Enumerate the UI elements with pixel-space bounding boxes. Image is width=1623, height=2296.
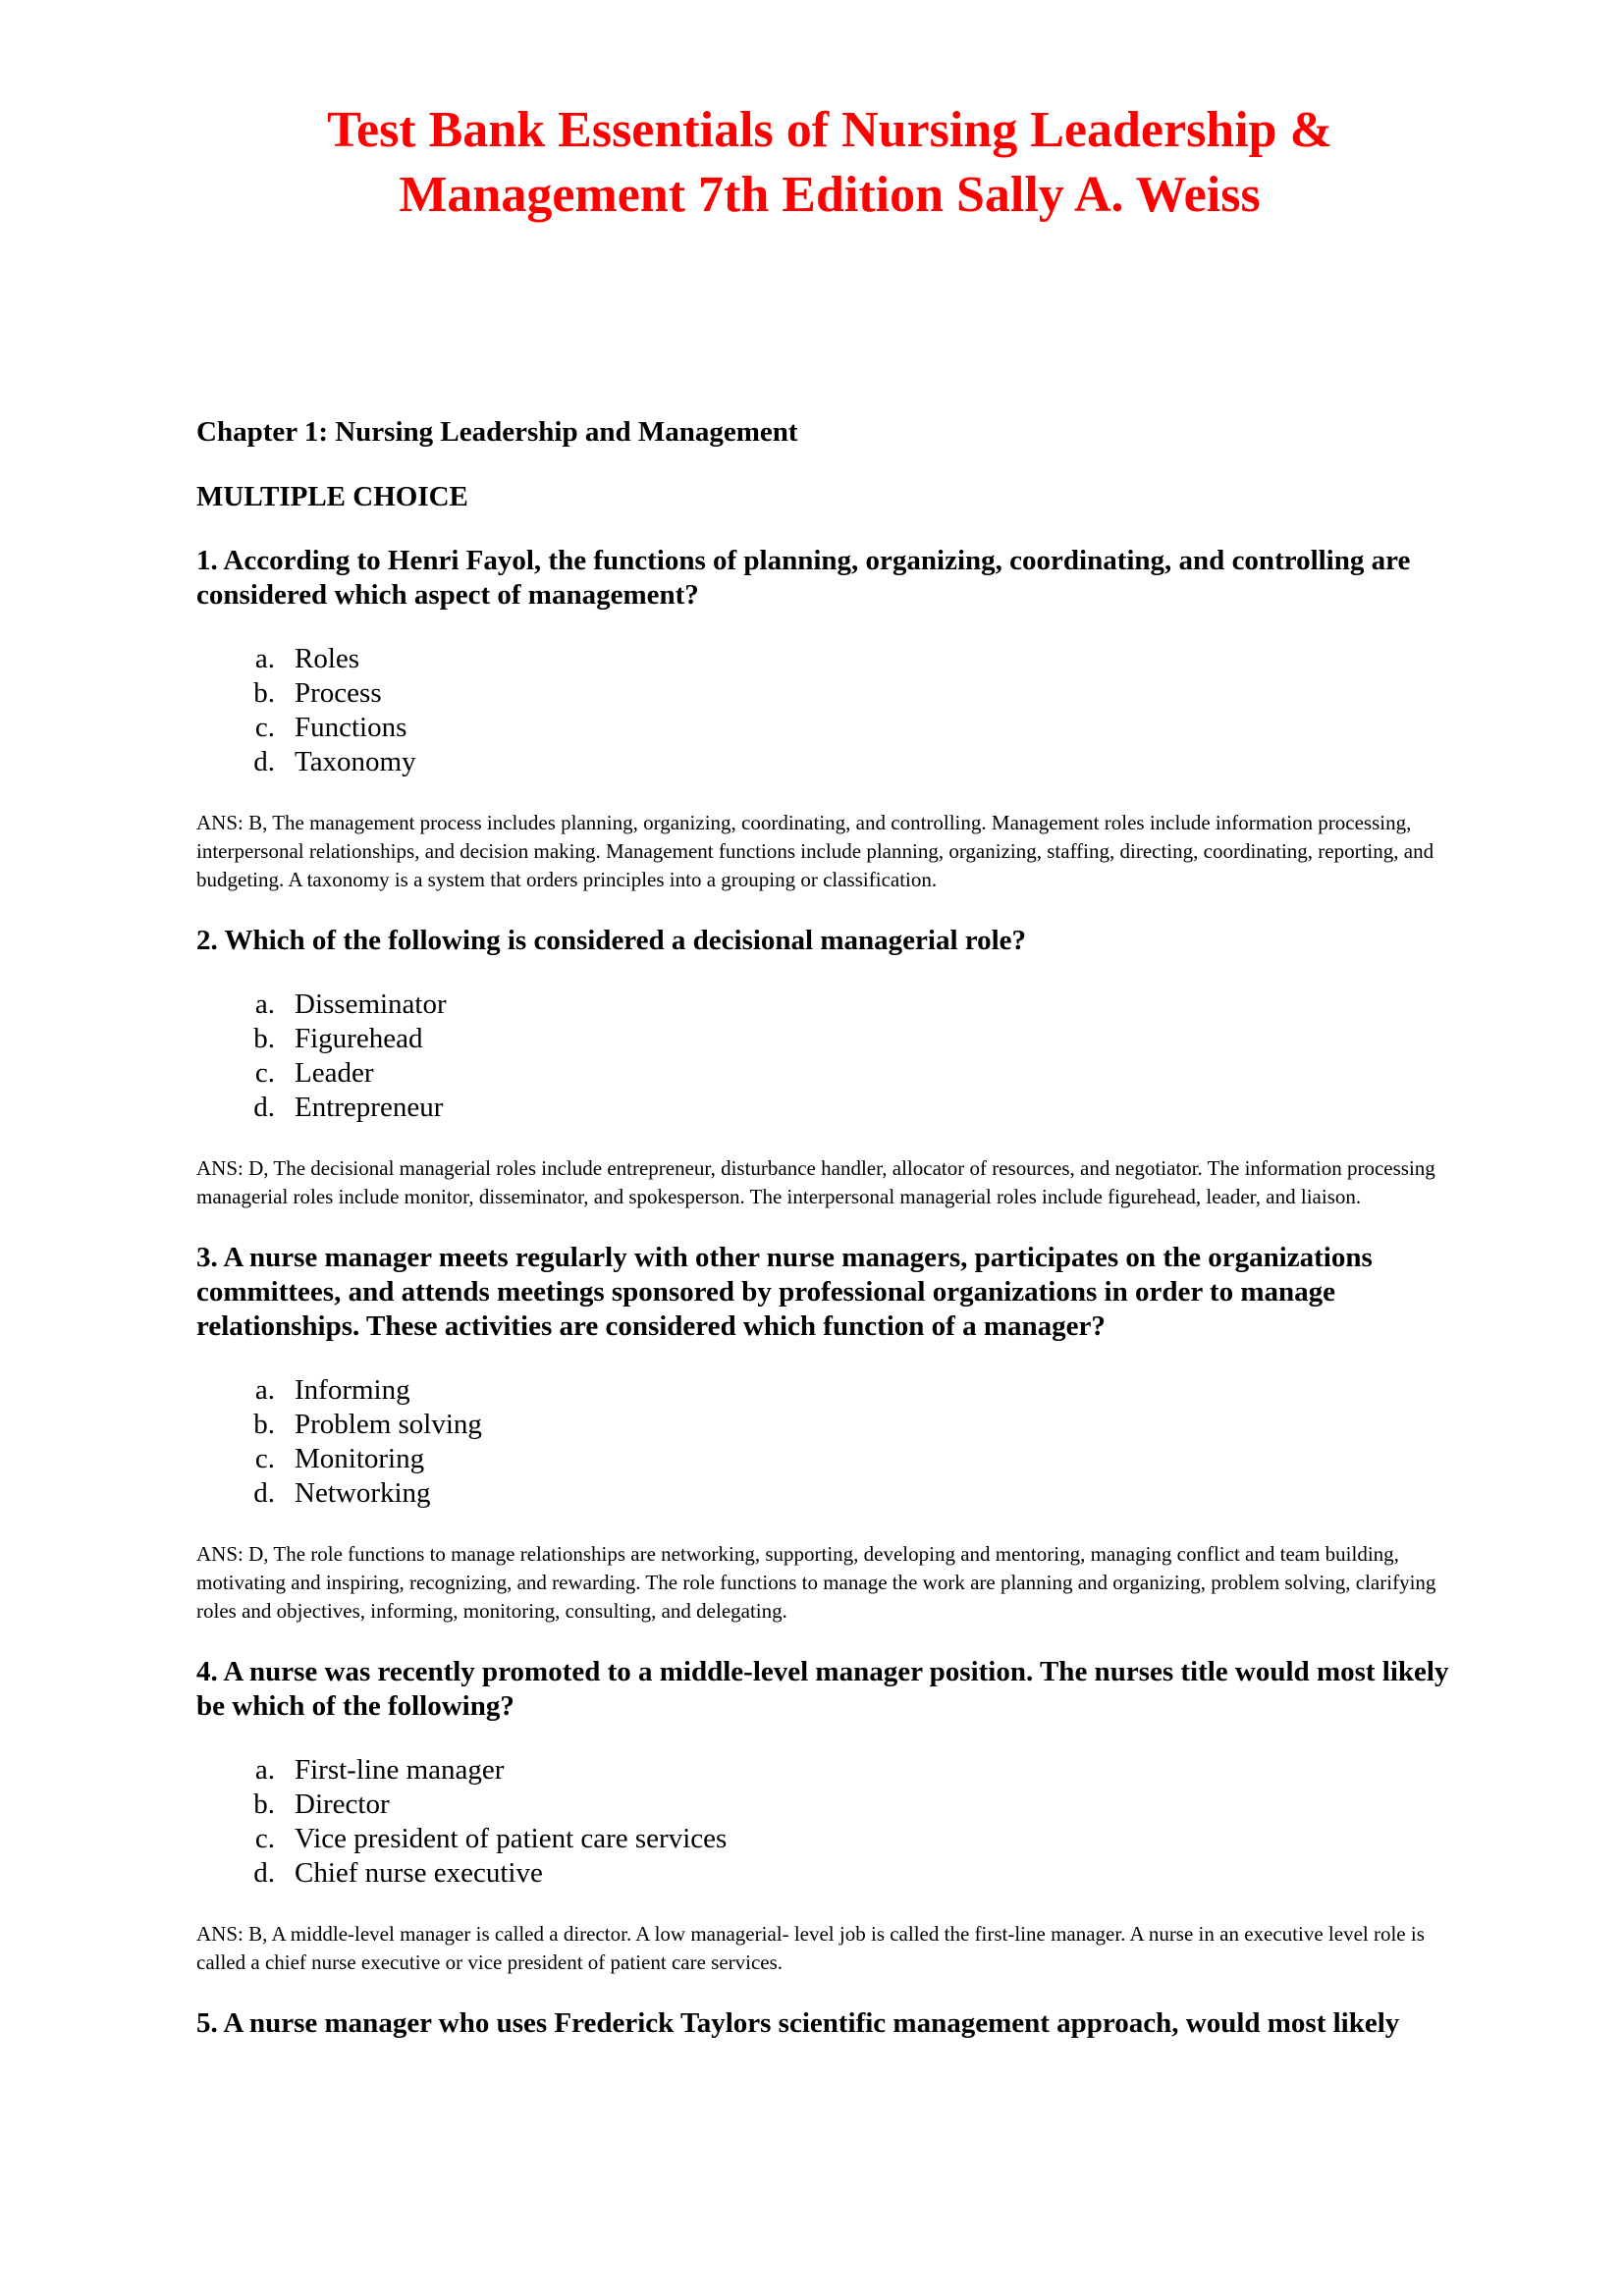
choice-text: Roles: [295, 643, 360, 674]
question-2-answer: ANS: D, The decisional managerial roles include entrepreneur, disturbance handler, allocator of resources, and negotiator. The information processing managerial roles include monitor, disseminator, and spokesperson. The interpersonal managerial roles include figurehead, leader, and liaison.: [196, 1156, 1435, 1208]
choice: [196, 1091, 1473, 1125]
choice-letter: c.: [254, 1443, 275, 1474]
question-2-prompt: 2. Which of the following is considered a decisional managerial role?: [196, 925, 1027, 956]
choice-text: Process: [295, 677, 382, 709]
choice: [196, 1022, 1473, 1056]
choice-text: Leader: [295, 1057, 374, 1089]
choice: [196, 1373, 1473, 1408]
question-3-choices: [196, 1373, 1473, 1511]
question-1-choices: [196, 642, 1473, 779]
choice-text: Problem solving: [295, 1409, 482, 1440]
choice: [196, 1056, 1473, 1091]
document-page: [196, 98, 1473, 2041]
choice: [196, 1753, 1473, 1788]
choice-letter: a.: [254, 643, 275, 674]
question-5-prompt: 5. A nurse manager who uses Frederick Taylors scientific management approach, would most likely: [196, 2007, 1400, 2039]
choice-text: Chief nurse executive: [295, 1857, 543, 1889]
choice: [196, 642, 1473, 676]
choice-letter: b.: [253, 677, 275, 709]
choice-text: Disseminator: [295, 988, 447, 1020]
question-3-answer: ANS: D, The role functions to manage relationships are networking, supporting, developing and mentoring, managing conflict and team building, motivating and inspiring, recognizing, and rewarding. The role functions to manage the work are planning and organizing, problem solving, clarifying roles and objectives, informing, monitoring, consulting, and delegating.: [196, 1542, 1436, 1623]
section-heading: MULTIPLE CHOICE: [196, 481, 468, 512]
question-1-answer: ANS: B, The management process includes planning, organizing, coordinating, and controlling. Management roles include information processing, interpersonal relationships, and decision making. Management functions include planning, organizing, staffing, directing, coordinating, reporting, and budgeting. A taxonomy is a system that orders principles into a grouping or classification.: [196, 811, 1434, 891]
choice-text: Taxonomy: [295, 746, 416, 777]
choice-text: Functions: [295, 712, 407, 743]
choice-text: Figurehead: [295, 1023, 423, 1054]
choice: [196, 988, 1473, 1022]
document-title-line-1: Test Bank Essentials of Nursing Leadership &: [327, 102, 1332, 158]
choice-letter: a.: [254, 1374, 275, 1406]
choice: [196, 1476, 1473, 1511]
choice-letter: a.: [254, 1754, 275, 1786]
choice-letter: d.: [253, 1857, 275, 1889]
document-title: [196, 98, 1463, 228]
choice: [196, 745, 1473, 779]
choice-letter: d.: [253, 746, 275, 777]
choice-letter: b.: [253, 1789, 275, 1820]
choice-letter: b.: [253, 1023, 275, 1054]
choice: [196, 711, 1473, 745]
question-1-prompt: 1. According to Henri Fayol, the functions of planning, organizing, coordinating, and controlling are considered which aspect of management?: [196, 545, 1411, 611]
choice-text: Monitoring: [295, 1443, 425, 1474]
choice: [196, 1408, 1473, 1442]
question-4-prompt: 4. A nurse was recently promoted to a middle-level manager position. The nurses title would most likely be which of the following?: [196, 1656, 1449, 1722]
choice-text: First-line manager: [295, 1754, 505, 1786]
choice: [196, 676, 1473, 711]
choice-letter: c.: [254, 1057, 275, 1089]
choice-text: Entrepreneur: [295, 1092, 444, 1123]
choice: [196, 1442, 1473, 1476]
question-3-prompt: 3. A nurse manager meets regularly with other nurse managers, participates on the organizations committees, and attends meetings sponsored by professional organizations in order to manage relationships. These activities are considered which function of a manager?: [196, 1242, 1373, 1342]
chapter-heading: Chapter 1: Nursing Leadership and Management: [196, 416, 798, 448]
choice-text: Networking: [295, 1477, 431, 1509]
choice-letter: c.: [254, 712, 275, 743]
choice-text: Vice president of patient care services: [295, 1823, 728, 1854]
choice-letter: c.: [254, 1823, 275, 1854]
choice: [196, 1822, 1473, 1856]
choice-letter: d.: [253, 1092, 275, 1123]
choice: [196, 1788, 1473, 1822]
choice-letter: b.: [253, 1409, 275, 1440]
question-4-choices: [196, 1753, 1473, 1891]
document-title-line-2: Management 7th Edition Sally A. Weiss: [399, 167, 1261, 223]
choice-letter: d.: [253, 1477, 275, 1509]
choice-text: Informing: [295, 1374, 410, 1406]
question-4-answer: ANS: B, A middle-level manager is called a director. A low managerial- level job is called the first-line manager. A nurse in an executive level role is called a chief nurse executive or vice president of patient care services.: [196, 1922, 1425, 1974]
choice: [196, 1856, 1473, 1891]
choice-letter: a.: [254, 988, 275, 1020]
question-2-choices: [196, 988, 1473, 1125]
choice-text: Director: [295, 1789, 390, 1820]
